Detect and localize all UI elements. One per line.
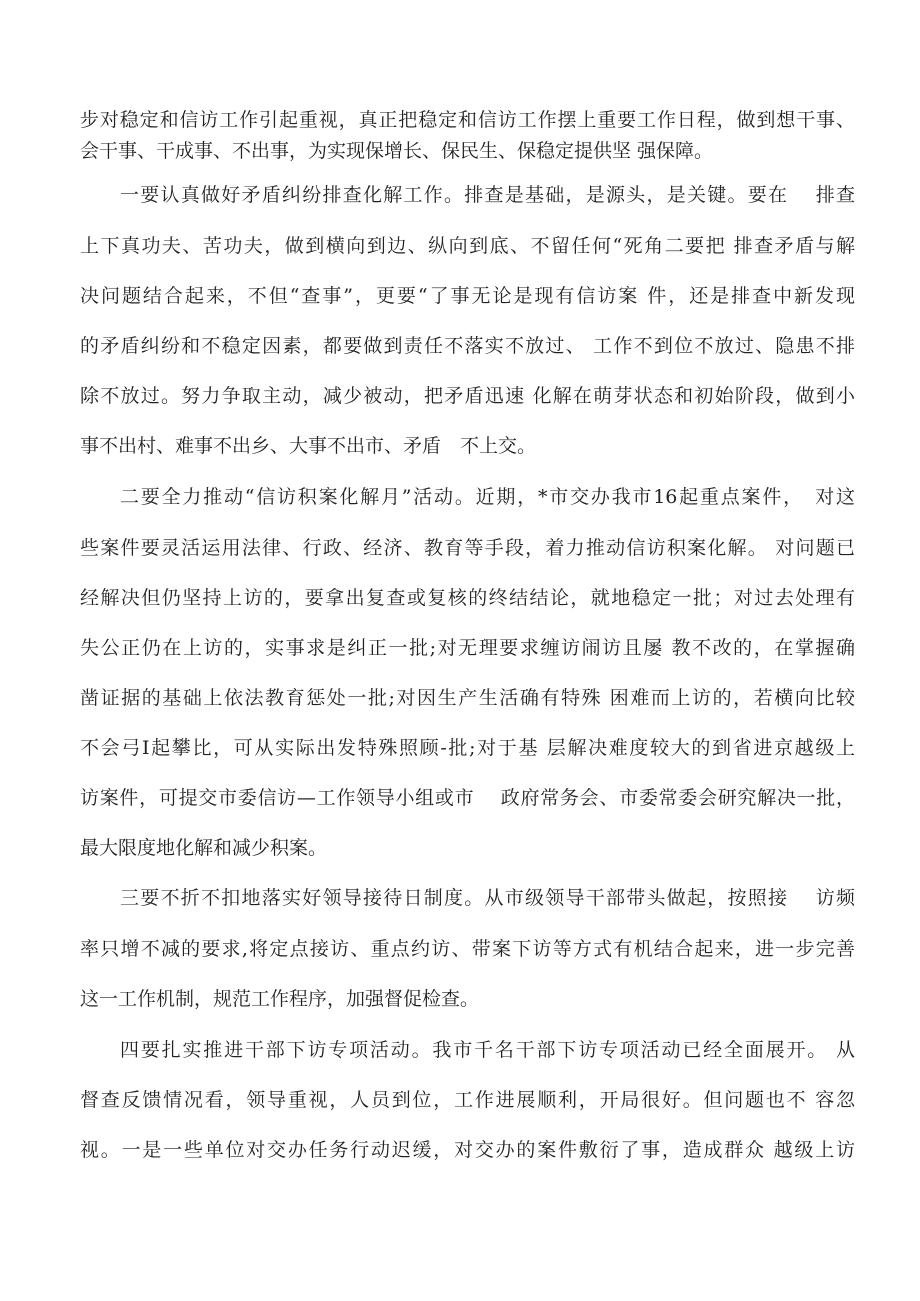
text-line: 最大限度地化解和减少积案。 [80,837,328,859]
text-line: 督查反馈情况看，领导重视，人员到位，工作进展顺利，开局很好。但问题也不 容忽 [80,1089,855,1111]
paragraph-4-first-line: 四要扎实推进干部下访专项活动。我市千名干部下访专项活动已经全面展开。 从 [120,1039,855,1061]
text-line: 失公正仍在上访的，实事求是纠正一批;对无理要求缠访闹访且屡 教不改的，在掌握确 [80,637,855,659]
text-line: 上下真功夫、苦功夫，做到横向到边、纵向到底、不留任何“死角二要把 排查矛盾与解 [80,235,855,257]
text-line: 的矛盾纠纷和不稳定因素，都要做到责任不落实不放过、 工作不到位不放过、隐患不排 [80,335,855,357]
text-line: 视。一是一些单位对交办任务行动迟缓，对交办的案件敷衍了事，造成群众 越级上访 [80,1139,855,1161]
text-line: 会干事、干成事、不出事，为实现保增长、保民生、保稳定提供坚 强保障。 [80,140,714,162]
text-line: 率只增不减的要求,将定点接访、重点约访、带案下访等方式有机结合起来，进一步完善 [80,938,855,960]
text-line: 些案件要灵活运用法律、行政、经济、教育等手段，着力推动信访积案化解。 对问题已 [80,537,855,559]
text-line: 决问题结合起来，不但“查事”，更要“了事无论是现有信访案 件，还是排查中新发现 [80,285,855,307]
text-line: 步对稳定和信访工作引起重视，真正把稳定和信访工作摆上重要工作日程，做到想干事、 [80,109,855,131]
text-line: 这一工作机制，规范工作程序，加强督促检查。 [80,988,480,1010]
paragraph-2-first-line: 二要全力推动“信访积案化解月”活动。近期，*市交办我市16起重点案件， 对这 [120,486,855,508]
text-line: 经解决但仍坚持上访的，要拿出复查或复核的终结结论，就地稳定一批；对过去处理有 [80,587,855,609]
text-line: 凿证据的基础上依法教育惩处一批;对因生产生活确有特殊 困难而上访的，若横向比较 [80,687,855,709]
text-line: 访案件，可提交市委信访—工作领导小组或市 政府常务会、市委常委会研究解决一批， [80,787,855,809]
text-line: 事不出村、难事不出乡、大事不出市、矛盾 不上交。 [80,435,537,457]
text-line: 除不放过。努力争取主动，减少被动，把矛盾迅速 化解在萌芽状态和初始阶段，做到小 [80,385,855,407]
text-line: 不会弓I起攀比，可从实际出发特殊照顾-批;对于基 层解决难度较大的到省进京越级上 [80,737,855,759]
paragraph-1-first-line: 一要认真做好矛盾纠纷排查化解工作。排查是基础，是源头，是关键。要在 排查 [120,184,855,206]
paragraph-3-first-line: 三要不折不扣地落实好领导接待日制度。从市级领导干部带头做起，按照接 访频 [120,887,855,909]
